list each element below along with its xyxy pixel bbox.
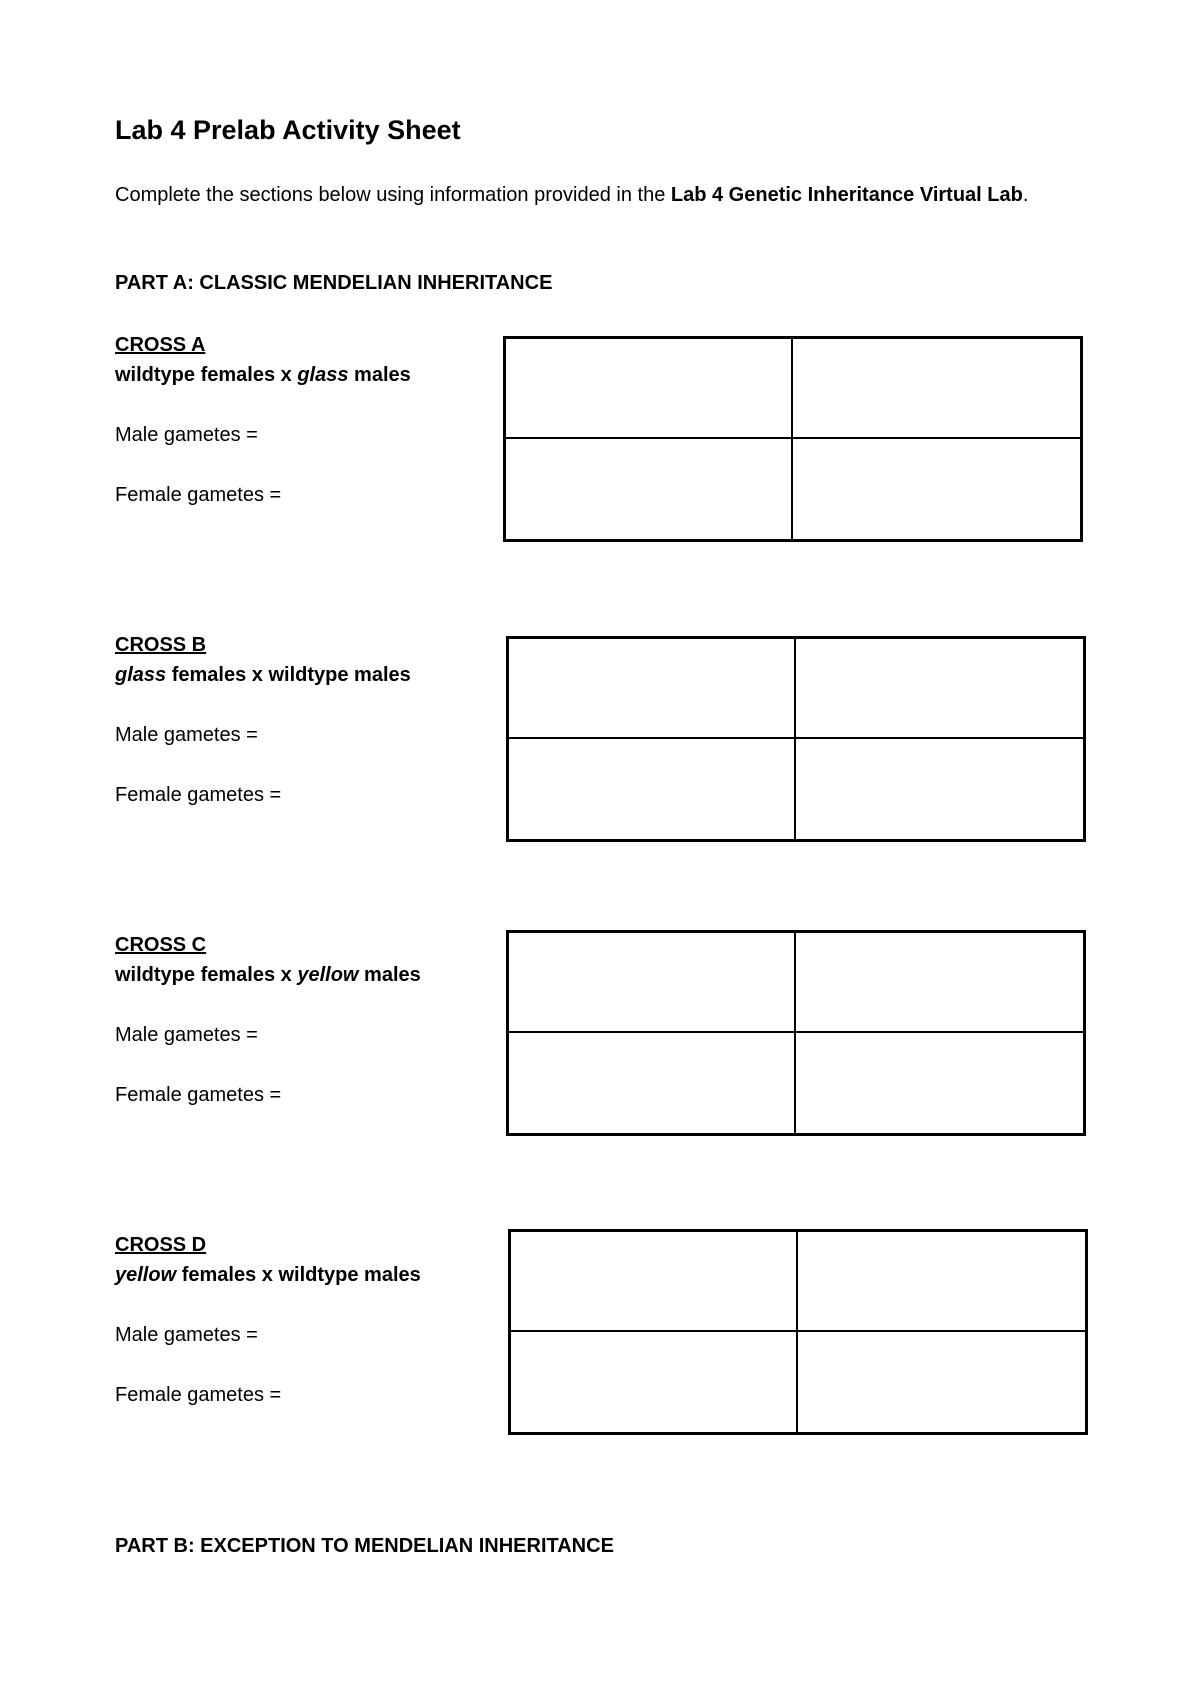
male-strain: glass <box>297 364 349 386</box>
cross-c-info <box>115 930 475 1110</box>
males-text: males <box>354 364 411 386</box>
punnett-cell[interactable] <box>506 339 793 439</box>
punnett-cell[interactable] <box>511 1232 798 1332</box>
punnett-cell[interactable] <box>798 1332 1085 1432</box>
cross-b-label: CROSS B <box>115 634 207 656</box>
male-gametes-label: Male gametes = <box>115 1024 258 1046</box>
female-gametes-label: Female gametes = <box>115 784 282 806</box>
cross-symbol: x <box>280 364 292 386</box>
female-gametes-label: Female gametes = <box>115 1084 282 1106</box>
males-text: males <box>354 664 411 686</box>
cross-a-punnett-square <box>503 336 1083 542</box>
cross-symbol: x <box>261 1264 273 1286</box>
male-gametes-label: Male gametes = <box>115 1324 258 1346</box>
punnett-cell[interactable] <box>798 1232 1085 1332</box>
punnett-cell[interactable] <box>509 739 796 839</box>
cross-a-description <box>115 360 475 390</box>
males-text: males <box>364 1264 421 1286</box>
cross-d-description <box>115 1260 475 1290</box>
cross-d-punnett-square <box>508 1229 1088 1435</box>
instructions-end: . <box>1022 184 1029 206</box>
instructions <box>115 180 1080 210</box>
females-text: females <box>200 964 276 986</box>
cross-symbol: x <box>280 964 292 986</box>
punnett-cell[interactable] <box>796 739 1083 839</box>
punnett-cell[interactable] <box>796 639 1083 739</box>
punnett-cell[interactable] <box>793 339 1080 439</box>
punnett-cell[interactable] <box>511 1332 798 1432</box>
male-strain: yellow <box>297 964 359 986</box>
male-strain: wildtype <box>268 664 349 686</box>
cross-d-label: CROSS D <box>115 1234 207 1256</box>
female-gametes-label: Female gametes = <box>115 484 282 506</box>
cross-c-punnett-square <box>506 930 1086 1136</box>
punnett-cell[interactable] <box>796 933 1083 1033</box>
cross-c-label: CROSS C <box>115 934 207 956</box>
part-b-heading: PART B: EXCEPTION TO MENDELIAN INHERITANCE <box>115 1535 614 1557</box>
male-gametes-label: Male gametes = <box>115 724 258 746</box>
males-text: males <box>364 964 421 986</box>
punnett-cell[interactable] <box>509 933 796 1033</box>
female-strain: glass <box>115 664 167 686</box>
punnett-cell[interactable] <box>796 1033 1083 1133</box>
punnett-cell[interactable] <box>506 439 793 539</box>
punnett-cell[interactable] <box>509 1033 796 1133</box>
page-title: Lab 4 Prelab Activity Sheet <box>115 115 461 145</box>
females-text: females <box>181 1264 257 1286</box>
lab-name: Lab 4 Genetic Inheritance Virtual Lab <box>670 184 1023 206</box>
cross-b-punnett-square <box>506 636 1086 842</box>
female-strain: wildtype <box>115 964 196 986</box>
cross-c-description <box>115 960 475 990</box>
punnett-cell[interactable] <box>793 439 1080 539</box>
females-text: females <box>171 664 247 686</box>
male-strain: wildtype <box>278 1264 359 1286</box>
cross-b-description <box>115 660 475 690</box>
instructions-text: Complete the sections below using information provided in the <box>115 184 671 206</box>
females-text: females <box>200 364 276 386</box>
female-strain: yellow <box>115 1264 177 1286</box>
cross-a-label: CROSS A <box>115 334 206 356</box>
female-strain: wildtype <box>115 364 196 386</box>
cross-symbol: x <box>251 664 263 686</box>
cross-b-info <box>115 630 475 810</box>
cross-d-info <box>115 1230 475 1410</box>
part-a-heading: PART A: CLASSIC MENDELIAN INHERITANCE <box>115 272 553 294</box>
punnett-cell[interactable] <box>509 639 796 739</box>
male-gametes-label: Male gametes = <box>115 424 258 446</box>
female-gametes-label: Female gametes = <box>115 1384 282 1406</box>
cross-a-info <box>115 330 475 510</box>
